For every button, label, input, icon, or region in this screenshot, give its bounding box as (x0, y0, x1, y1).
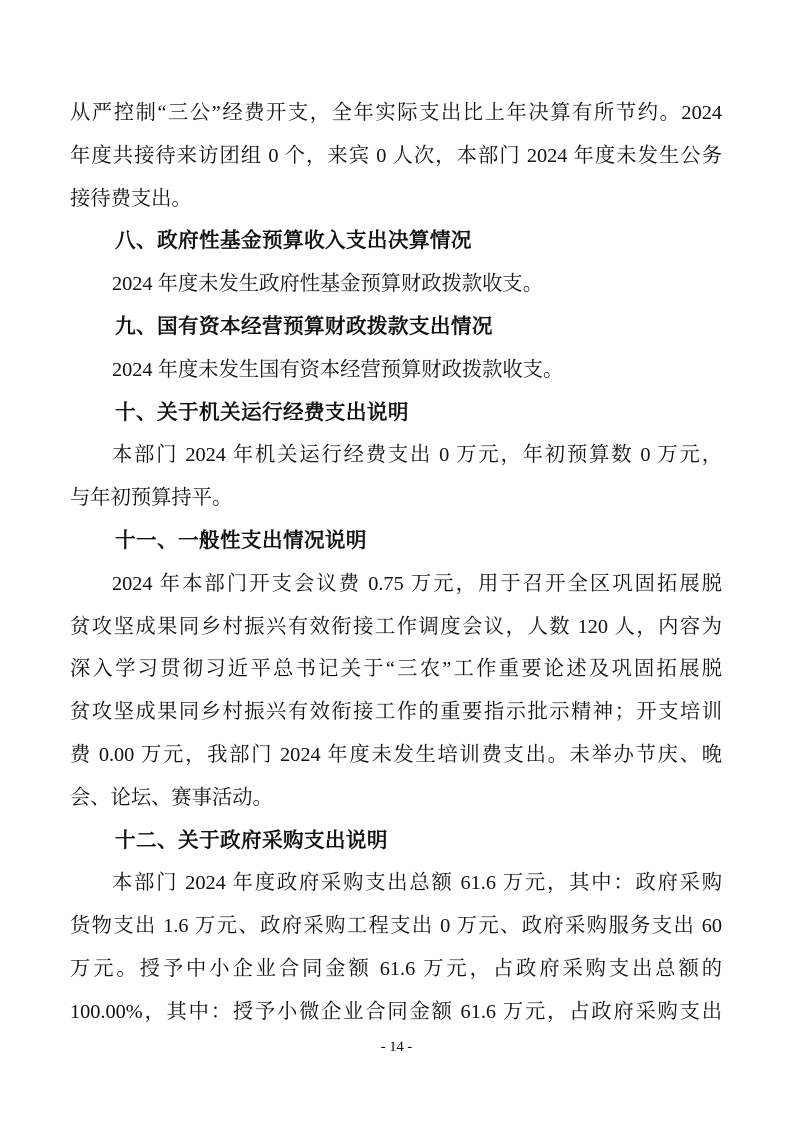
paragraph-line: 与年初预算持平。 (70, 487, 233, 510)
paragraph-line: 深入学习贯彻习近平总书记关于“三农”工作重要论述及巩固拓展脱 (70, 658, 722, 681)
paragraph-line: 年度共接待来访团组 0 个，来宾 0 人次，本部门 2024 年度未发生公务 (70, 144, 722, 167)
paragraph-line: 贫攻坚成果同乡村振兴有效衔接工作调度会议，人数 120 人，内容为 (70, 615, 722, 638)
paragraph-line: 100.00%，其中：授予小微企业合同金额 61.6 万元，占政府采购支出 (70, 1000, 722, 1023)
paragraph-line: 接待费支出。 (70, 187, 192, 210)
section-heading: 八、政府性基金预算收入支出决算情况 (115, 229, 472, 253)
page-number: - 14 - (380, 1039, 413, 1055)
paragraph-line: 万元。授予中小企业合同金额 61.6 万元，占政府采购支出总额的 (70, 957, 722, 980)
section-heading: 十二、关于政府采购支出说明 (115, 828, 388, 852)
paragraph-line: 本部门 2024 年机关运行经费支出 0 万元，年初预算数 0 万元， (112, 444, 722, 467)
paragraph-line: 2024 年度未发生政府性基金预算财政拨款收支。 (112, 273, 543, 296)
paragraph-line: 2024 年本部门开支会议费 0.75 万元，用于召开全区巩固拓展脱 (112, 572, 722, 595)
section-heading: 十、关于机关运行经费支出说明 (115, 400, 409, 424)
paragraph-line: 2024 年度未发生国有资本经营预算财政拨款收支。 (112, 358, 564, 381)
paragraph-line: 本部门 2024 年度政府采购支出总额 61.6 万元，其中：政府采购 (112, 872, 722, 895)
document-content (70, 92, 722, 1034)
paragraph-line: 贫攻坚成果同乡村振兴有效衔接工作的重要指示批示精神；开支培训 (70, 701, 722, 724)
paragraph-line: 货物支出 1.6 万元、政府采购工程支出 0 万元、政府采购服务支出 60 (70, 915, 722, 938)
paragraph-line: 从严控制“三公”经费开支，全年实际支出比上年决算有所节约。2024 (70, 102, 722, 124)
paragraph-line: 费 0.00 万元，我部门 2024 年度未发生培训费支出。未举办节庆、晚 (70, 743, 722, 766)
paragraph-line: 会、论坛、赛事活动。 (70, 786, 273, 809)
section-heading: 九、国有资本经营预算财政拨款支出情况 (115, 314, 493, 338)
section-heading: 十一、一般性支出情况说明 (115, 528, 367, 552)
